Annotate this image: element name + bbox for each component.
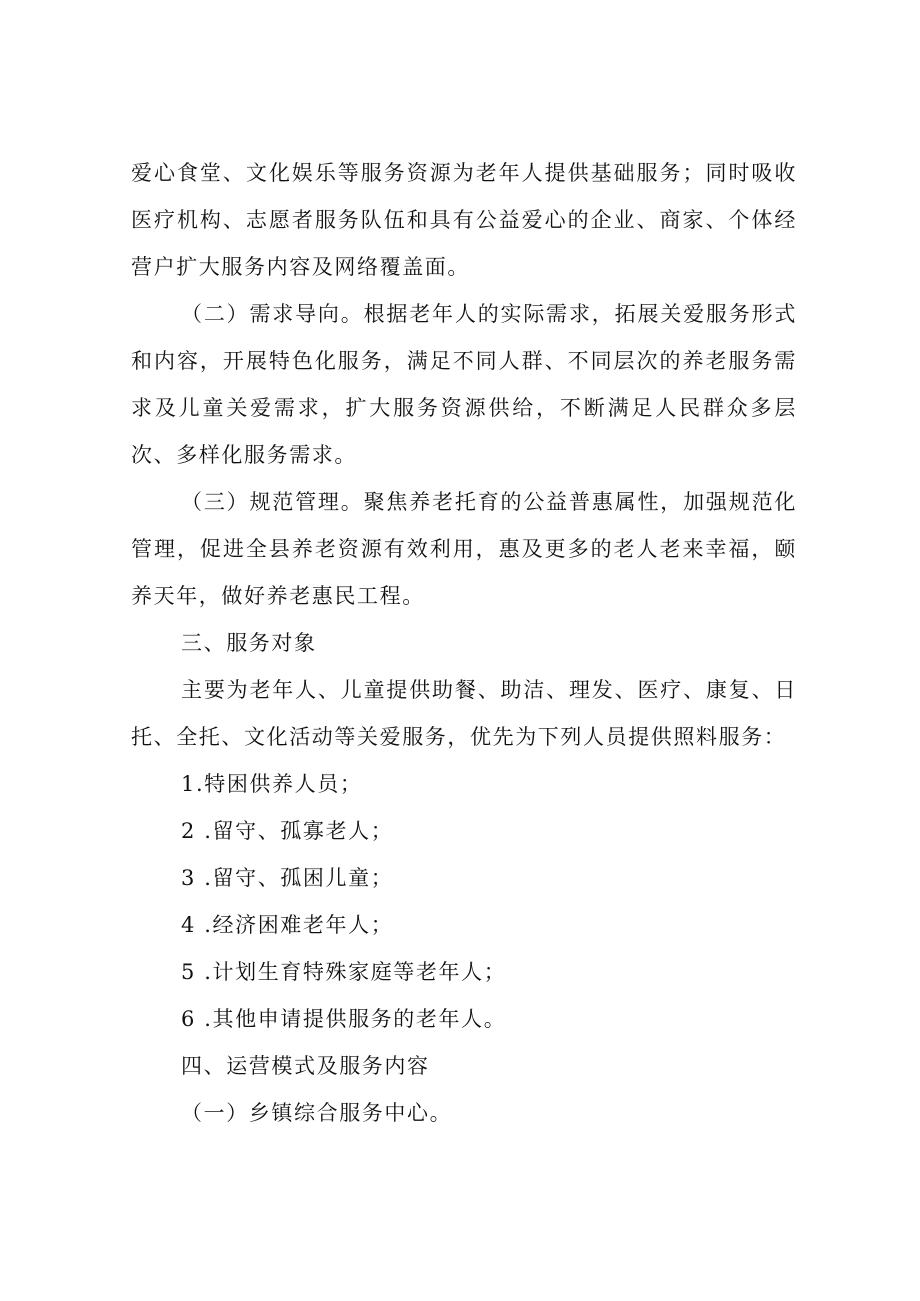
paragraph-demand-oriented: （二）需求导向。根据老年人的实际需求，拓展关爱服务形式和内容，开展特色化服务，满足不同人群、不同层次的养老服务需求及儿童关爱需求，扩大服务资源供给，不断满足人民群众多层次、多样化服务需求。 <box>131 302 797 467</box>
list-item: 6 .其他申请提供服务的老年人。 <box>181 1007 507 1031</box>
section-heading-service-targets: 三、服务对象 <box>181 631 317 655</box>
paragraph-intro-continuation: 爱心食堂、文化娱乐等服务资源为老年人提供基础服务；同时吸收医疗机构、志愿者服务队伍和具有公益爱心的企业、商家、个体经营户扩大服务内容及网络覆盖面。 <box>131 161 797 279</box>
list-item: 3 .留守、孤困儿童； <box>181 866 394 890</box>
list-item: 4 .经济困难老年人； <box>181 913 394 937</box>
subsection-heading-township-center: （一）乡镇综合服务中心。 <box>181 1101 453 1125</box>
document-body <box>131 150 797 1137</box>
paragraph-standardized-management: （三）规范管理。聚焦养老托育的公益普惠属性，加强规范化管理，促进全县养老资源有效利用，惠及更多的老人老来幸福，颐养天年，做好养老惠民工程。 <box>131 490 797 608</box>
paragraph-service-targets: 主要为老年人、儿童提供助餐、助洁、理发、医疗、康复、日托、全托、文化活动等关爱服务，优先为下列人员提供照料服务： <box>131 678 797 749</box>
list-item: 5 .计划生育特殊家庭等老年人； <box>181 960 507 984</box>
section-heading-operation-mode: 四、运营模式及服务内容 <box>181 1054 430 1078</box>
list-item: 1.特困供养人员； <box>181 772 363 796</box>
list-item: 2 .留守、孤寡老人； <box>181 819 394 843</box>
